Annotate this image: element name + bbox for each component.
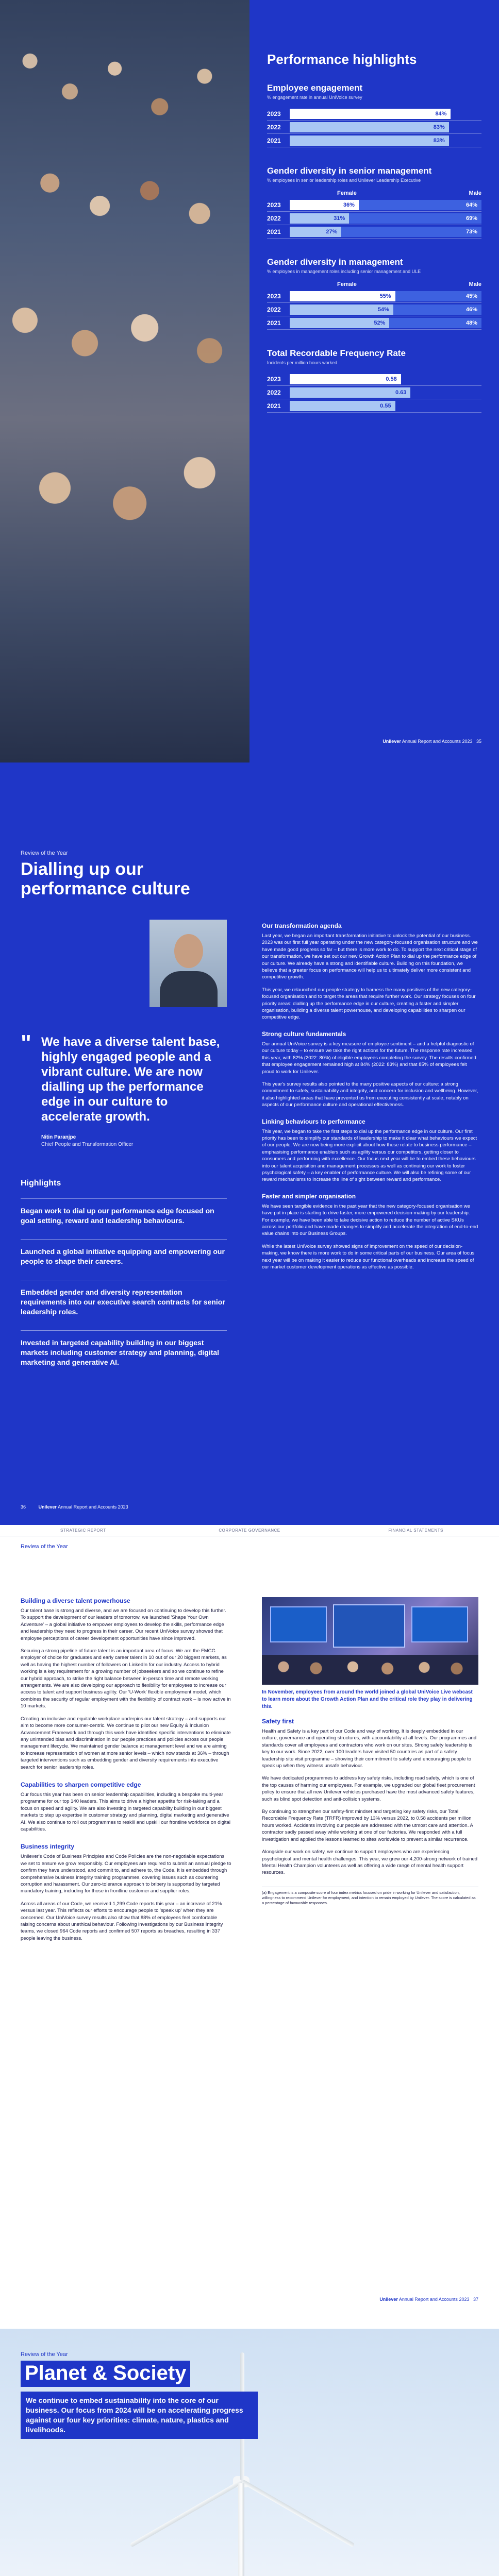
paragraph: Our talent base is strong and diverse, and we are focused on continuing to develop this further. To support the development of our leaders of tomorrow, we launched 'Shape Your Own Adventure' – a global initiative to empower employees to develop the skills, performance edge and leadership they need to progress in their career. Our recent UniVoice survey showed that employee perceptions of career development opportunities have since improved. <box>21 1608 226 1641</box>
engagement-metric <box>267 83 481 147</box>
bar-track <box>290 200 481 210</box>
report-nav <box>0 1525 499 1536</box>
year-label: 2022 <box>267 214 281 222</box>
paragraph: This year's survey results also pointed to the many positive aspects of our culture: a strong commitment to safety, sustainability and integrity, and concern for inclusion and wellbeing. However, it also highlighted areas that have prevented us from executing consistently at scale, notably on aspects of our performance culture and operational effectiveness. <box>262 1081 478 1108</box>
webcast-photo <box>262 1597 478 1685</box>
bar-track <box>290 109 481 119</box>
male-label: Male <box>469 190 481 196</box>
paragraph: By continuing to strengthen our safety-first mindset and targeting key safety risks, our Total Recordable Frequency Rate (TRFR) improved by 13% versus 2022, to 0.58 accidents per million hours worked. Accidents involving our people are addressed with the utmost care and attention. A contractor sadly passed away while working at one of our factories. We responded with a full investigation and applied the lessons learned to sites worldwide to prevent a similar recurrence. <box>262 1809 473 1842</box>
footer-brand: Unilever <box>382 739 401 744</box>
body-text-column <box>262 922 478 1280</box>
metric-row <box>267 134 481 147</box>
year-label: 2022 <box>267 123 281 131</box>
paragraph: This year, we began to take the first steps to dial up the performance edge in our culture. Our first priority has been to simplify our standards of leadership to make it clear what behaviours we expect of our people. We are now being more explicit about how these relate to business performance – emphasising performance enablers such as agility versus our competitors, getting closer to consumers and performing with excellence. Our focus next year will be to embed these behaviours into our talent acquisition and management processes as well as continuing our work to foster psychological safety – a key enabler of performance culture. We will also be refining some of our reward mechanisms to increase the line of sight between reward and performance. <box>262 1128 477 1183</box>
quote-mark: " <box>21 1030 31 1056</box>
text-section <box>262 1193 478 1271</box>
lead-paragraph: We continue to embed sustainability into the core of our business. Our focus from 2024 will be on accelerating progress against our four key priorities: climate, nature, plastics and livelihoods. <box>21 2392 258 2439</box>
year-label: 2021 <box>267 228 281 235</box>
page-number: 35 <box>476 739 481 744</box>
year-label: 2023 <box>267 292 281 300</box>
bar-track <box>290 304 481 315</box>
paragraph: While the latest UniVoice survey showed signs of improvement on the speed of our decision-making, we know there is more work to do in some critical parts of our business. Our area of focus next year will be on making it easier to reduce our functional overheads and increase the speed of our market customer development operations as effective as possible. <box>262 1243 475 1270</box>
male-value: 45% <box>465 293 477 299</box>
year-label: 2021 <box>267 319 281 327</box>
section-heading: Linking behaviours to performance <box>262 1117 365 1125</box>
footer-brand: Unilever <box>379 2297 398 2302</box>
page-title: Planet & Society <box>21 2361 190 2387</box>
female-segment: 36% <box>290 200 359 210</box>
highlights-heading: Highlights <box>21 1179 61 1188</box>
page-planet-society <box>0 2329 499 2576</box>
paragraph: Across all areas of our Code, we received 1,299 Code reports this year – an increase of 21% versus last year. This reflects our efforts to encourage people to 'speak up' when they are concerned. Our UniVoice survey results also show that 88% of employees feel comfortable raising concerns about unethical behaviour. Following investigations by our Business Integrity teams, we closed 964 Code reports and confirmed 507 reports as breaches, resulting in 337 people leaving the business. <box>21 1901 223 1941</box>
bar-track <box>290 318 481 328</box>
year-label: 2022 <box>267 306 281 313</box>
metric-row <box>267 316 481 330</box>
text-section <box>21 1843 232 1942</box>
bar-track <box>290 374 481 384</box>
female-segment: 31% <box>290 213 349 224</box>
metric-row <box>267 386 481 399</box>
list-item: Launched a global initiative equipping and empowering our people to shape their careers. <box>21 1239 227 1280</box>
signatory-name: Nitin Paranjpe <box>41 1134 76 1140</box>
bar-track <box>290 387 481 398</box>
male-value: 48% <box>465 319 477 326</box>
metric-row <box>267 107 481 121</box>
section-tag: Review of the Year <box>21 2351 68 2358</box>
female-segment: 27% <box>290 227 341 237</box>
executive-portrait <box>149 920 227 1007</box>
footer-doc: Annual Report and Accounts 2023 <box>58 1504 128 1510</box>
page-title: Performance highlights <box>267 52 417 67</box>
male-value: 46% <box>465 306 477 313</box>
metric-row <box>267 212 481 225</box>
nav-strategic-report[interactable]: STRATEGIC REPORT <box>60 1528 106 1533</box>
section-heading: Faster and simpler organisation <box>262 1192 356 1200</box>
male-value: 69% <box>465 215 477 222</box>
section-heading: Safety first <box>262 1718 294 1725</box>
page-title: Dialling up our performance culture <box>21 859 190 899</box>
male-value: 73% <box>465 228 477 235</box>
paragraph: Alongside our work on safety, we continue to support employees who are experiencing psychological and mental health challenges. This year, we grew our 4,200-strong network of trained Mental Health Champion volunteers as well as offering a wide range of mental health support resources. <box>262 1849 478 1876</box>
year-label: 2023 <box>267 110 281 117</box>
footer-brand: Unilever <box>38 1504 57 1510</box>
bar-track <box>290 213 481 224</box>
page-performance-highlights <box>0 0 499 762</box>
metric-title: Total Recordable Frequency Rate <box>267 348 406 358</box>
management-gender-metric <box>267 257 481 330</box>
text-section <box>21 1781 232 1833</box>
employees-group-photo <box>0 0 250 762</box>
page-number: 36 <box>21 1504 26 1510</box>
metric-row <box>267 303 481 316</box>
bar-track <box>290 227 481 237</box>
female-label: Female <box>337 190 357 196</box>
metric-row <box>267 372 481 386</box>
female-segment: 54% <box>290 304 393 315</box>
metric-title: Gender diversity in management <box>267 257 403 267</box>
list-item: Began work to dial up our performance edge focused on goal setting, reward and leadership behaviours. <box>21 1198 227 1239</box>
year-label: 2022 <box>267 388 281 396</box>
nav-corporate-governance[interactable]: CORPORATE GOVERNANCE <box>219 1528 280 1533</box>
highlights-list <box>21 1198 227 1381</box>
section-heading: Business integrity <box>21 1843 75 1851</box>
female-segment: 55% <box>290 291 395 301</box>
bar-fill: 0.58 <box>290 374 401 384</box>
section-tag: Review of the Year <box>21 1544 68 1550</box>
page-footer <box>21 1504 140 1510</box>
bar-fill: 84% <box>290 109 451 119</box>
male-value: 64% <box>465 201 477 208</box>
bar-fill: 0.55 <box>290 401 395 411</box>
bar-fill: 0.63 <box>290 387 410 398</box>
metric-row <box>267 399 481 413</box>
paragraph: Our annual UniVoice survey is a key measure of employee sentiment – and a helpful diagnostic of our culture today – to ensure we take the right actions for the future. The response rate increased this year, with 82% (2022: 80%) of eligible employees completing the survey. The results confirmed that employee engagement remained high at 84% (2022: 83%) and that 85% of employees felt proud to work for Unilever. <box>262 1041 476 1075</box>
photo-caption: In November, employees from around the world joined a global UniVoice Live webcast to learn more about the Growth Action Plan and the critical role they play in delivering this. <box>262 1689 473 1709</box>
metric-subtitle: % employees in management roles including senior management and ULE <box>267 269 421 274</box>
metric-subtitle: % employees in senior leadership roles and Unilever Leadership Executive <box>267 178 421 183</box>
trfr-metric <box>267 348 481 413</box>
year-label: 2023 <box>267 375 281 383</box>
metric-row <box>267 121 481 134</box>
year-label: 2021 <box>267 402 281 410</box>
paragraph: Last year, we began an important transformation initiative to unlock the potential of our business. 2023 was our first full year operating under the new category-focused organisation structure and we have made good progress so far – but there is more work to do. To support the next critical stage of our transformation, we have set out our new Growth Action Plan to dial up the performance edge of our culture. We already have a strong and identifiable culture. Building on this foundation, we believe that a greater focus on performance will help us to ultimately deliver more consistent and competitive growth. <box>262 933 478 980</box>
signatory-role: Chief People and Transformation Officer <box>41 1142 134 1147</box>
metric-row <box>267 198 481 212</box>
paragraph: This year, we relaunched our people strategy to harness the many positives of the new category-focused organisation and to target the areas that require further work. Our strategy focuses on four priority areas: dialling up the performance edge in our culture, creating a faster and simpler organisation, building a diverse talent powerhouse, and developing capabilities to sharpen our competitive edge. <box>262 987 476 1021</box>
page-talent-safety <box>0 1525 499 2329</box>
text-section <box>262 1718 478 1876</box>
list-item: Invested in targeted capability building in our biggest markets including customer strategy and planning, digital marketing and generative AI. <box>21 1330 227 1381</box>
text-section <box>262 1118 478 1183</box>
page-footer <box>379 2297 478 2302</box>
male-label: Male <box>469 281 481 287</box>
bar-track <box>290 401 481 411</box>
female-segment: 52% <box>290 318 389 328</box>
paragraph: We have seen tangible evidence in the past year that the new category-focused organisation we have put in place is starting to drive faster, more empowered decision-making by our leadership. For example, we have been able to take decisive action to reduce the number of active SKUs across our portfolio and have made changes to simplify and accelerate the integration of end-to-end value chains into our Business Groups. <box>262 1203 478 1237</box>
paragraph: Securing a strong pipeline of future talent is an important area of focus. We are the FMCG employer of choice for graduates and early career talent in 10 out of our 20 biggest markets, as well as having the highest number of followers on LinkedIn for our industry. Access to hybrid working is a key requirement for a growing number of jobseekers and so we continue to refine our hybrid approach, to strike the right balance between in-person time and remote working arrangements. We are also developing our approach to flexibility for employees to increase our access to talent and support business agility. Our 'U-Work' flexible employment model, which combines the security of regular employment with the flexibility of contract work – is now active in 10 markets. <box>21 1648 231 1709</box>
bar-track <box>290 135 481 146</box>
section-tag: Review of the Year <box>21 850 68 856</box>
text-section <box>262 922 478 1021</box>
footnote: (a) Engagement is a composite score of four index metrics focused on pride in working for Unilever and satisfaction, willingness to recommend Unilever for employment, and intention to remain employed by Unilever. The score is calculated as a percentage of favourable responses. <box>262 1887 478 1906</box>
highlights-panel <box>250 0 499 762</box>
section-heading: Our transformation agenda <box>262 922 342 929</box>
bar-fill: 83% <box>290 135 449 146</box>
paragraph: Unilever's Code of Business Principles and Code Policies are the non-negotiable expectations we set to ensure we grow responsibly. Our employees are required to submit an annual pledge to confirm they have understood, and commit to, and adhere to, the Code. It is embedded through comprehensive business integrity training programmes, covering issues such as countering corruption and harassment. Our zero-tolerance approach to bribery is supported by targeted mandatory training, including for those in frontline customer and supplier roles. <box>21 1854 231 1894</box>
bar-fill: 83% <box>290 122 449 132</box>
metric-row <box>267 290 481 303</box>
female-label: Female <box>337 281 357 287</box>
section-heading: Strong culture fundamentals <box>262 1030 346 1038</box>
pull-quote: We have a diverse talent base, highly engaged people and a vibrant culture. We are now dialling up the performance edge in our culture to accelerate growth. <box>41 1035 220 1124</box>
paragraph: Our focus this year has been on senior leadership capabilities, including a bespoke multi-year programme for our top 140 leaders. This aims to drive a higher appetite for risk-taking and a focus on speed and agility. We are also investing in targeted capability building in our biggest markets to step up expertise in customer strategy and planning, digital marketing and generative AI. We also continue to roll out programmes to reskill and upskill our frontline workforce on digital capabilities. <box>21 1791 230 1832</box>
senior-gender-metric <box>267 166 481 239</box>
paragraph: Health and Safety is a key part of our Code and way of working. It is deeply embedded in our culture, governance and operating structures, with accountability at all levels. Our programmes and standards cover all employees and contractors who work on our sites. Strong safety leadership is key to our work. Since 2022, over 100 leaders have visited 50 countries as part of a safety leadership site visit programme – showing their commitment to safety and encouraging people to speak up when they witness unsafe behaviour. <box>262 1728 477 1769</box>
list-item: Embedded gender and diversity representation requirements into our executive search contracts for senior leadership roles. <box>21 1280 227 1330</box>
section-heading: Building a diverse talent powerhouse <box>21 1597 130 1604</box>
bar-track <box>290 122 481 132</box>
year-label: 2021 <box>267 137 281 144</box>
bar-track <box>290 291 481 301</box>
paragraph: Creating an inclusive and equitable workplace underpins our talent strategy – and supports our aim to become more consumer-centric. We continue to pilot our new Equity & Inclusion Advancement Framework and through this work have identified specific interventions to eliminate any unintended bias and discrimination in our people practices and policies across our people management lifecycle. We maintained gender balance at management level and we are aiming to increase representation of women at more senior levels – which now stands at 36% – through targeted interventions such as embedding gender and diversity requirements into executive search for senior leadership roles. <box>21 1716 231 1770</box>
nav-financial-statements[interactable]: FINANCIAL STATEMENTS <box>388 1528 443 1533</box>
body-text-column-left <box>21 1597 232 1952</box>
text-section <box>262 1030 478 1109</box>
footer-doc: Annual Report and Accounts 2023 <box>402 739 473 744</box>
body-text-column-right <box>262 1597 478 1906</box>
page-footer <box>382 739 481 744</box>
page-performance-culture <box>0 762 499 1525</box>
metric-subtitle: Incidents per million hours worked <box>267 360 338 365</box>
paragraph: We have dedicated programmes to address key safety risks, including road safety, which is one of the top causes of harming our employees. For example, we upgraded our global fleet procurement policy to ensure that all new Unilever vehicles purchased have the most advanced safety features, such as blind spot detection and anti-collision systems. <box>262 1775 475 1802</box>
section-heading: Capabilities to sharpen competitive edge <box>21 1781 141 1788</box>
metric-title: Employee engagement <box>267 83 363 93</box>
year-label: 2023 <box>267 201 281 209</box>
metric-row <box>267 225 481 239</box>
page-number: 37 <box>473 2297 478 2302</box>
footer-doc: Annual Report and Accounts 2023 <box>398 2297 470 2302</box>
metric-title: Gender diversity in senior management <box>267 166 432 176</box>
text-section <box>21 1597 232 1771</box>
metric-subtitle: % engagement rate in annual UniVoice survey <box>267 95 362 100</box>
